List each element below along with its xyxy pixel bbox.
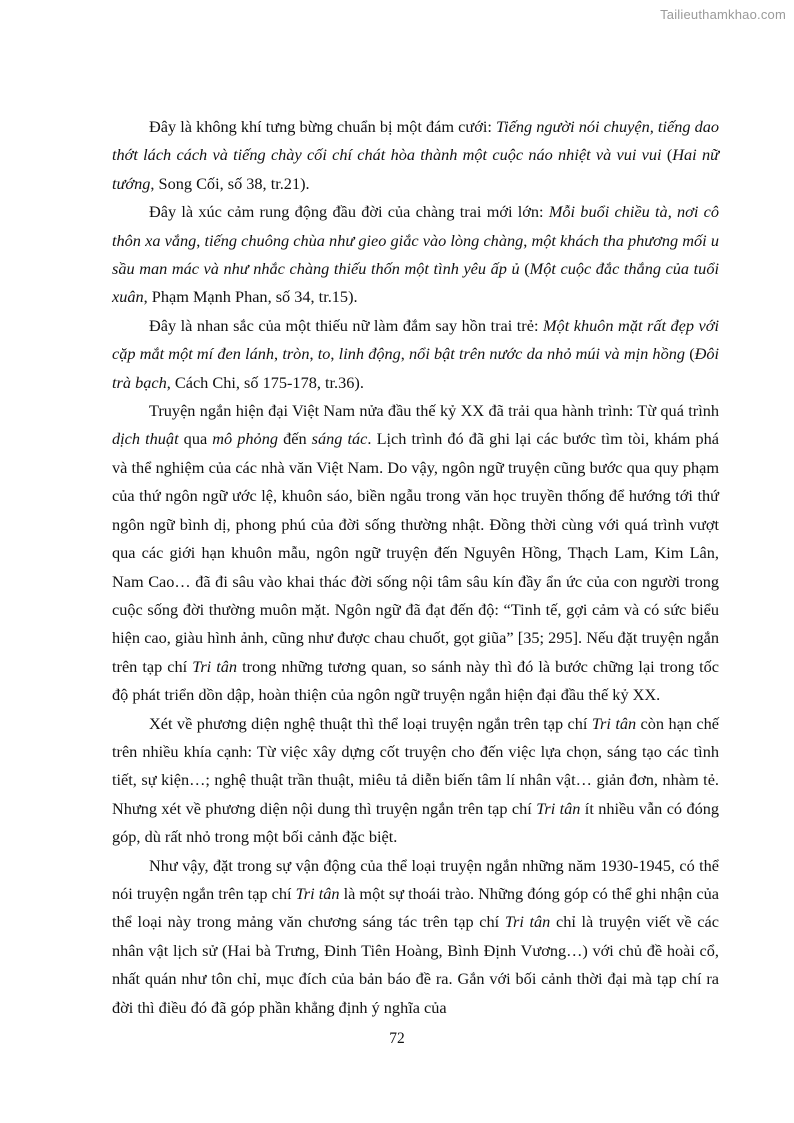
italic-run: một khách tha phương mối u sầu man mác và như nhắc chàng thiếu thốn một tình yêu ấp ủ xyxy=(112,230,719,279)
italic-run: sáng tác xyxy=(311,429,368,449)
text-run: trong những tương quan, so sánh này thì đó là bước chững lại trong tốc độ phát triển dồn dập, hoàn thiện của ngôn ngữ truyện ngắn hiện đại đầu thế kỷ XX. xyxy=(112,656,720,705)
paragraph xyxy=(112,397,719,709)
italic-run: Một cuộc đắc thắng của tuổi xuân xyxy=(112,259,719,307)
italic-run: mô phỏng xyxy=(212,429,278,449)
document-body xyxy=(112,113,719,1022)
paragraph xyxy=(112,113,719,198)
italic-run: linh động xyxy=(338,344,401,364)
text-run: , Cách Chi, số 175-178, tr.36). xyxy=(166,372,364,392)
italic-run: Tri tân xyxy=(504,912,551,932)
italic-run: Tri tân xyxy=(295,883,340,903)
text-run: ( xyxy=(685,344,695,364)
italic-run: Tri tân xyxy=(536,798,581,818)
italic-run: Đôi trà bạch xyxy=(112,344,720,392)
text-run: ( xyxy=(661,145,673,165)
italic-run: tiếng chuông chùa như gieo giắc vào lòng chàng xyxy=(204,230,524,250)
text-run: . Lịch trình đó đã ghi lại các bước tìm tòi, khám phá và thể nghiệm của các nhà văn Việt Nam. Do vậy, ngôn ngữ truyện cũng bước qua quy phạm của thứ ngôn ngữ ước lệ, khuôn sáo, biền ngẫu trong văn học truyền thống để hướng tới thứ ngôn ngữ bình dị, phong phú của đời sống thường nhật. Đồng thời cùng với quá trình vượt qua các giới hạn khuôn mẫu, ngôn ngữ truyện đến Nguyên Hồng, Thạch Lam, Kim Lân, Nam Cao… đã đi sâu vào khai thác đời sống nội tâm sâu kín đầy ẩn ức của con người trong cuộc sống đời thường muôn mặt. Ngôn ngữ đã đạt đến độ: “Tinh tế, gợi cảm và có sức biểu hiện cao, giàu hình ảnh, cũng như được chau chuốt, gọt giũa” [35; 295]. Nếu đặt truyện ngắn trên tạp chí xyxy=(112,429,720,676)
text-run: là một sự thoái trào. Những đóng góp có thể ghi nhận của thể loại này trong mảng văn chương sáng tác trên tạp chí xyxy=(112,883,719,932)
text-run: , xyxy=(274,344,283,364)
text-run: ít nhiều vẫn có đóng góp, dù rất nhỏ trong một bối cảnh đặc biệt. xyxy=(112,798,720,847)
text-run: chỉ là truyện viết về các nhân vật lịch sử (Hai bà Trưng, Đinh Tiên Hoàng, Bình Định Vương…) với chủ đề hoài cổ, nhất quán như tôn chỉ, mục đích của bản báo đề ra. Gắn với bối cảnh thời đại mà tạp chí ra đời thì điều đó đã góp phần khẳng định ý nghĩa của xyxy=(112,912,719,1017)
watermark: Tailieuthamkhao.com xyxy=(660,7,786,22)
text-run: còn hạn chế trên nhiều khía cạnh: Từ việc xây dựng cốt truyện cho đến việc lựa chọn, sáng tạo các tình tiết, sự kiện…; nghệ thuật trần thuật, miêu tả diễn biến tâm lí nhân vật… giản đơn, nhàm tẻ. Nhưng xét về phương diện nội dung thì truyện ngắn trên tạp chí xyxy=(112,713,720,818)
paragraph xyxy=(112,852,719,1022)
text-run: Như vậy, đặt trong sự vận động của thể loại truyện ngắn những năm 1930-1945, có thể nói truyện ngắn trên tạp chí xyxy=(112,855,719,903)
text-run: , xyxy=(400,344,410,364)
text-run: Truyện ngắn hiện đại Việt Nam nửa đầu thế kỷ XX đã trải qua hành trình: Từ quá trình xyxy=(149,401,719,421)
text-run: Đây là xúc cảm rung động đầu đời của chàng trai mới lớn: xyxy=(149,202,549,222)
text-run: , xyxy=(523,230,532,250)
text-run: , Song Cối, số 38, tr.21). xyxy=(150,173,310,193)
italic-run: dịch thuật xyxy=(112,429,179,449)
text-run: đến xyxy=(277,429,312,449)
text-run: , Phạm Mạnh Phan, số 34, tr.15). xyxy=(143,287,358,307)
text-run: Đây là nhan sắc của một thiếu nữ làm đắm say hồn trai trẻ: xyxy=(149,315,543,335)
text-run: ( xyxy=(519,259,530,279)
italic-run: Tri tân xyxy=(591,713,637,733)
italic-run: Tiếng người nói chuyện, tiếng dao thớt lách cách và tiếng chày cối chí chát hòa thành một cuộc náo nhiệt và vui vui xyxy=(112,117,720,165)
italic-run: tròn xyxy=(282,344,310,364)
italic-run: Một khuôn mặt rất đẹp với cặp mắt một mí đen lánh xyxy=(112,315,719,364)
italic-run: to xyxy=(317,344,331,364)
text-run: , xyxy=(196,230,205,250)
text-run: Đây là không khí tưng bừng chuẩn bị một đám cưới: xyxy=(149,117,496,136)
paragraph xyxy=(112,198,719,312)
text-run: , xyxy=(330,344,339,364)
paragraph xyxy=(112,312,719,397)
page-number: 72 xyxy=(389,1030,405,1047)
text-run: qua xyxy=(178,429,213,449)
italic-run: nổi bật trên nước da nhỏ múi và mịn hồng xyxy=(409,344,685,364)
italic-run: Tri tân xyxy=(192,656,238,676)
text-run: Xét về phương diện nghệ thuật thì thể loại truyện ngắn trên tạp chí xyxy=(149,713,592,733)
italic-run: Hai nữ tướng xyxy=(112,145,719,193)
text-run: , xyxy=(667,202,678,222)
text-run: , xyxy=(309,344,318,364)
paragraph xyxy=(112,710,719,852)
italic-run: Mỗi buổi chiều tà xyxy=(548,202,668,222)
italic-run: nơi cô thôn xa vắng xyxy=(112,202,720,250)
